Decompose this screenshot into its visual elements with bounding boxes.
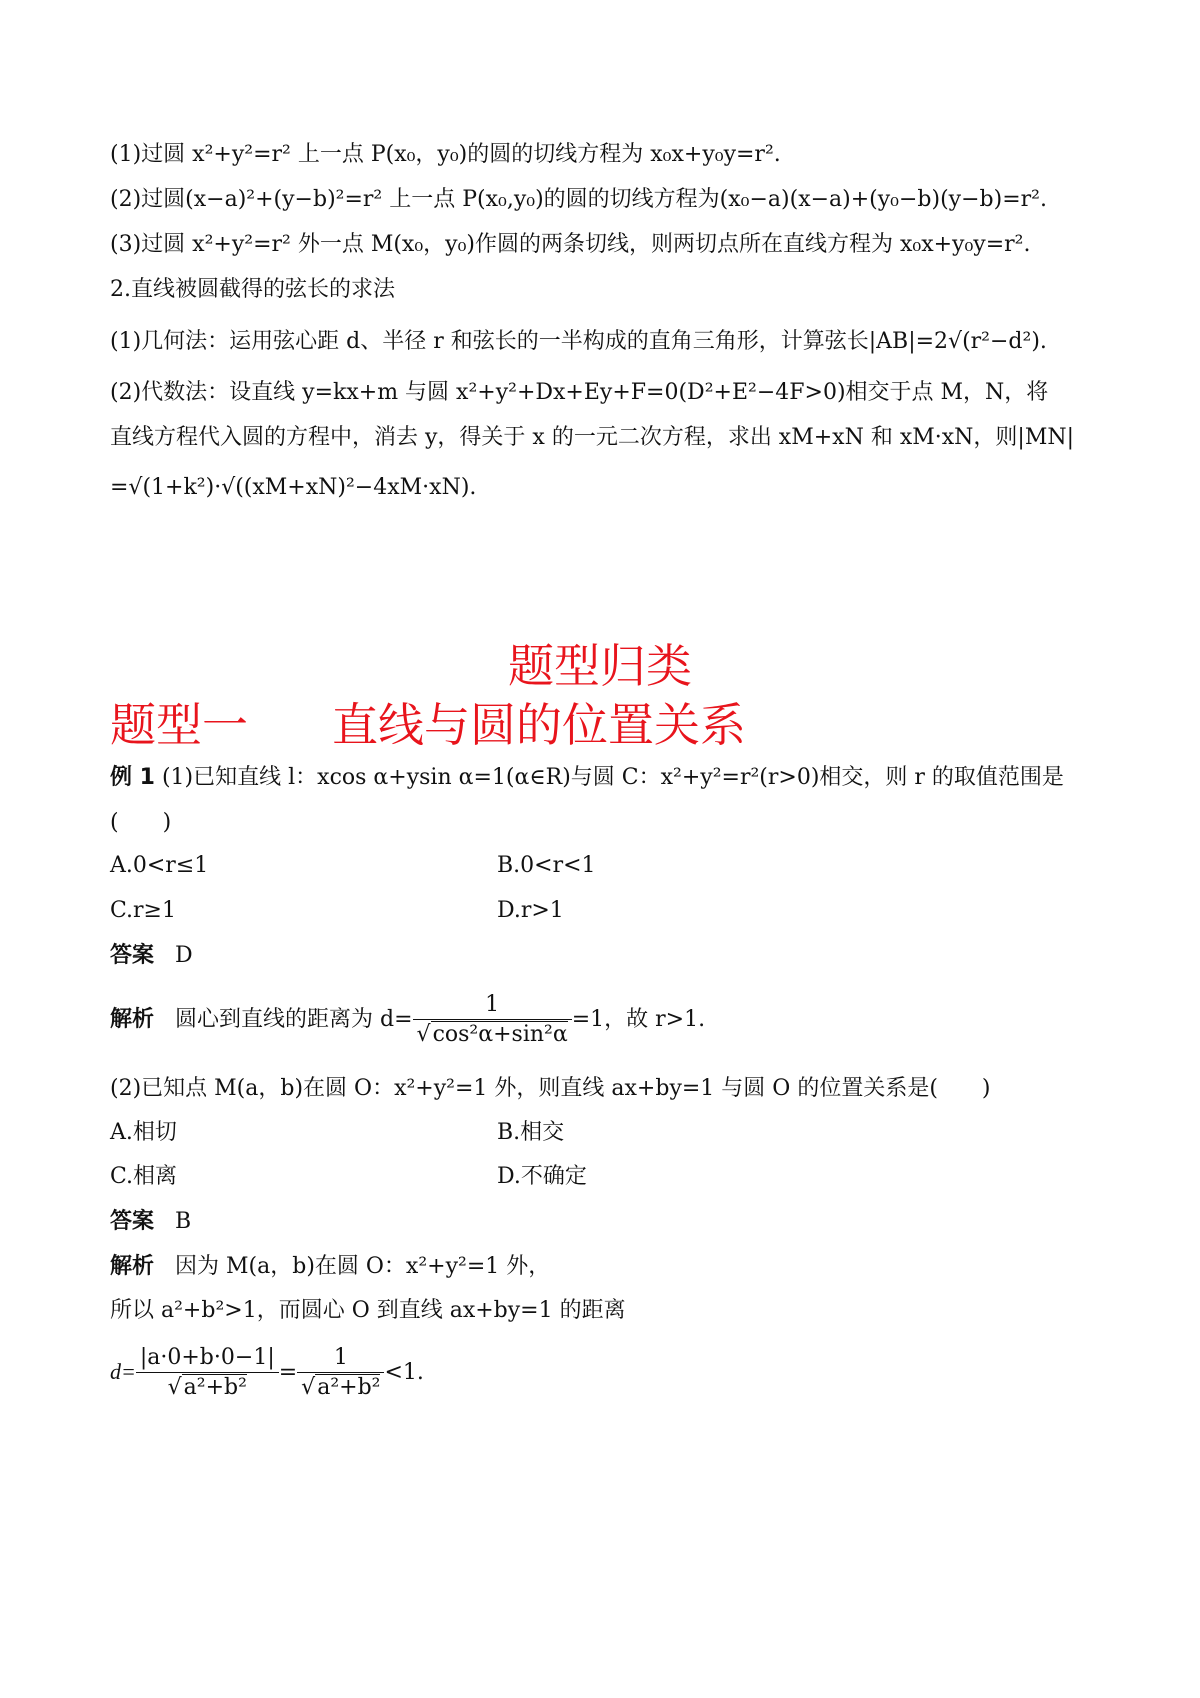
topic-label: 题型一 xyxy=(110,698,248,752)
topic-heading xyxy=(110,697,746,753)
equals-sign: = xyxy=(278,1360,298,1385)
analysis-label: 解析 xyxy=(110,1254,155,1279)
q1-option-a: A.0<r≤1 xyxy=(110,853,209,878)
d-label: d= xyxy=(110,1359,136,1384)
topic-title: 直线与圆的位置关系 xyxy=(332,698,746,752)
q2-analysis-line1 xyxy=(110,1252,550,1282)
answer-label: 答案 xyxy=(110,943,155,968)
answer-value: B xyxy=(175,1209,192,1234)
tangent-rule-3: (3)过圆 x²+y²=r² 外一点 M(x₀，y₀)作圆的两条切线，则两切点所在直线方程为 x₀x+y₀y=r². xyxy=(110,232,1031,257)
analysis-result: =1，故 r>1. xyxy=(571,1007,706,1032)
fraction-denominator: √a²+b² xyxy=(167,1374,247,1400)
q1-answer xyxy=(110,941,193,971)
inequality-end: <1. xyxy=(384,1360,424,1385)
q2-text: (2)已知点 M(a，b)在圆 O：x²+y²=1 外，则直线 ax+by=1 与圆 O 的位置关系是( ) xyxy=(110,1076,991,1101)
analysis-text: 圆心到直线的距离为 d= xyxy=(175,1007,413,1032)
q1-option-b: B.0<r<1 xyxy=(497,853,596,878)
algebraic-method-line1: (2)代数法：设直线 y=kx+m 与圆 x²+y²+Dx+Ey+F=0(D²+E²−4F>0)相交于点 M，N，将 xyxy=(110,380,1049,405)
tangent-rule-2: (2)过圆(x−a)²+(y−b)²=r² 上一点 P(x₀,y₀)的圆的切线方程为(x₀−a)(x−a)+(y₀−b)(y−b)=r². xyxy=(110,187,1047,212)
tangent-rule-1: (1)过圆 x²+y²=r² 上一点 P(x₀，y₀)的圆的切线方程为 x₀x+y₀y=r². xyxy=(110,142,781,167)
analysis-label: 解析 xyxy=(110,1007,155,1032)
q2-distance-formula xyxy=(110,1342,424,1403)
chord-heading: 2.直线被圆截得的弦长的求法 xyxy=(110,277,395,302)
q1-blank: ( ) xyxy=(110,810,172,835)
q1-option-c: C.r≥1 xyxy=(110,898,176,923)
distance-fraction-1 xyxy=(136,1344,279,1403)
q1-text: (1)已知直线 l：xcos α+ysin α=1(α∈R)与圆 C：x²+y²=r²(r>0)相交，则 r 的取值范围是 xyxy=(161,765,1064,790)
analysis-text: 因为 M(a，b)在圆 O：x²+y²=1 外， xyxy=(175,1254,551,1279)
q1-analysis xyxy=(110,990,705,1050)
algebraic-method-line2: 直线方程代入圆的方程中，消去 y，得关于 x 的一元二次方程，求出 xM+xN 和 xM·xN，则|MN| xyxy=(110,425,1075,450)
fraction-numerator: 1 xyxy=(413,991,572,1020)
q2-option-b: B.相交 xyxy=(497,1120,565,1145)
fraction-denominator: √a²+b² xyxy=(301,1374,381,1400)
distance-fraction-2 xyxy=(297,1344,384,1403)
answer-value: D xyxy=(175,943,193,968)
example1-q1-line1 xyxy=(110,763,1064,793)
answer-label: 答案 xyxy=(110,1209,155,1234)
fraction-numerator: |a·0+b·0−1| xyxy=(136,1344,279,1373)
q2-analysis-line2: 所以 a²+b²>1，而圆心 O 到直线 ax+by=1 的距离 xyxy=(110,1298,626,1323)
q2-option-c: C.相离 xyxy=(110,1164,178,1189)
distance-fraction xyxy=(413,991,572,1050)
example-label: 例 1 xyxy=(110,765,155,790)
q2-option-d: D.不确定 xyxy=(497,1164,587,1189)
algebraic-method-line3: =√(1+k²)·√((xM+xN)²−4xM·xN). xyxy=(110,475,477,500)
fraction-numerator: 1 xyxy=(297,1344,384,1373)
geometric-method: (1)几何法：运用弦心距 d、半径 r 和弦长的一半构成的直角三角形，计算弦长|AB|=2√(r²−d²). xyxy=(110,329,1047,354)
q2-option-a: A.相切 xyxy=(110,1120,177,1145)
q2-answer xyxy=(110,1207,191,1237)
fraction-denominator: √cos²α+sin²α xyxy=(416,1021,568,1047)
section-title: 题型归类 xyxy=(508,639,692,693)
q1-option-d: D.r>1 xyxy=(497,898,564,923)
